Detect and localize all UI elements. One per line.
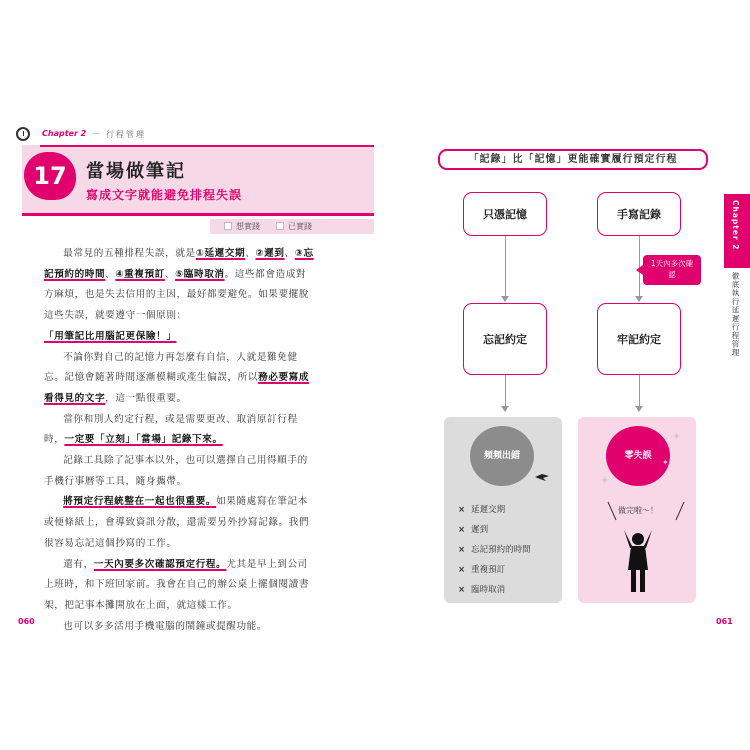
sparkle-icon: ✦: [600, 474, 610, 487]
text-run: 還有，: [63, 558, 94, 570]
failure-reason-item: [458, 523, 488, 535]
text-run: 不論你對自己的記憶力再怎麼有自信，人就是難免健忘。記憶會隨著時間逐漸模糊或產生偏誤，所以: [44, 351, 298, 384]
text-run: 。這些都會造成對方麻煩，也是失去信用的主因，最好都要避免。如果要擺脫這些失誤，就要遵守一個原則：: [44, 268, 310, 322]
flow-box-forget: 忘記約定: [463, 303, 547, 375]
emphasized-text: ①延遲交期: [195, 248, 246, 259]
failure-reason-label: 遲到: [471, 525, 489, 535]
sparkle-icon: ✦: [662, 458, 669, 467]
body-paragraph: [44, 451, 314, 492]
failure-reason-label: 延遲交期: [471, 505, 506, 515]
failure-reason-item: [458, 583, 505, 595]
failure-reason-item: [458, 563, 505, 575]
diagram-banner: 「記錄」比「記憶」更能確實履行預定行程: [438, 149, 708, 170]
text-run: 也可以多多活用手機電腦的鬧鐘或提醒功能。: [63, 620, 268, 632]
zero-error-cloud: 零失誤: [606, 426, 670, 486]
body-paragraph: [44, 555, 314, 617]
emphasized-text: ④重複預訂: [115, 268, 165, 280]
chapter-side-topic: 徹底執行延遲行程管理: [731, 272, 740, 357]
emphasized-text: ③忘記預約的時間: [44, 248, 314, 280]
emphasized-text: 務必要寫成看得見的文字: [44, 372, 310, 404]
emphasized-text: ②遲到: [255, 248, 285, 259]
arrow-down-icon: [501, 406, 509, 412]
clock-icon: [16, 127, 30, 141]
text-run: ，這一點很重要。: [105, 392, 187, 404]
body-text: [44, 244, 314, 637]
body-paragraph: [44, 244, 314, 348]
flow-line: [505, 375, 506, 407]
flow-line: [505, 236, 506, 297]
chapter-label: Chapter 2: [42, 129, 87, 138]
body-paragraph: [44, 617, 314, 638]
done-practice-checkbox[interactable]: [276, 222, 284, 230]
page-title: 當場做筆記: [86, 161, 186, 182]
cross-icon: ×: [458, 525, 466, 535]
page-number-left: 060: [18, 617, 35, 626]
flow-box-handwritten: 手寫記錄: [597, 192, 681, 236]
finished-shout: 做完啦～！: [618, 506, 658, 515]
text-run: 當你和別人約定行程，或是需要更改、取消原訂行程時，: [44, 413, 298, 446]
bird-icon: [534, 472, 550, 482]
text-run: 、: [105, 268, 116, 280]
page-subtitle: 寫成文字就能避免排程失誤: [86, 188, 243, 202]
arrow-down-icon: [635, 296, 643, 302]
practice-checkboxes: [210, 219, 374, 234]
failure-reason-label: 忘記預約的時間: [471, 545, 531, 555]
section-number-badge: 17: [24, 152, 76, 200]
flow-box-remember: 牢記約定: [597, 303, 681, 375]
failure-reason-item: [458, 543, 531, 555]
body-paragraph: [44, 348, 314, 410]
text-run: 記錄工具除了記事本以外，也可以選擇自己用得順手的手機行事曆等工具，隨身攜帶。: [44, 455, 308, 487]
flow-box-memory-only: 只憑記憶: [463, 192, 547, 236]
arrow-down-icon: [635, 406, 643, 412]
cross-icon: ×: [458, 585, 466, 595]
cross-icon: ×: [458, 545, 466, 555]
want-practice-checkbox[interactable]: [224, 222, 232, 230]
emphasized-text: ⑤臨時取消: [175, 268, 225, 280]
text-run: 尤其是早上到公司上班時，和下班回家前。我會在自己的辦公桌上擺個閱讀書架，把記事本攤開放在上面，就這樣工作。: [44, 558, 310, 611]
emphasized-text: 「用筆記比用腦記更保險！」: [44, 330, 177, 342]
frequent-error-cloud: 頻頻出錯: [470, 426, 534, 486]
text-run: 如果隨處寫在筆記本或便條紙上，會導致資訊分散，還需要另外抄寫記錄。我們很容易忘記這個抄寫的工作。: [44, 496, 310, 549]
want-practice-label: 想實踐: [236, 222, 260, 231]
text-run: 最常見的五種排程失誤，就是: [63, 248, 196, 259]
text-run: 、: [245, 248, 256, 259]
confirm-note-callout: 1天內多次確認: [643, 255, 701, 285]
failure-reason-label: 重複預訂: [471, 565, 506, 575]
emphasized-text: 一定要「立刻」「當場」記錄下來。: [64, 434, 223, 446]
emphasized-text: 一天內要多次確認預定行程。: [93, 558, 227, 570]
body-paragraph: [44, 410, 314, 451]
emphasized-text: 將預定行程統整在一起也很重要。: [63, 496, 217, 508]
flow-line: [639, 375, 640, 407]
title-top-rule: [40, 145, 374, 147]
arrow-down-icon: [501, 296, 509, 302]
cross-icon: ×: [458, 565, 466, 575]
chapter-dash: —: [92, 129, 100, 138]
cheering-person-icon: [620, 530, 656, 594]
cross-icon: ×: [458, 505, 466, 515]
chapter-side-tab-label: Chapter 2: [731, 200, 740, 251]
failure-reason-item: [458, 503, 505, 515]
chapter-topic: 行程管理: [106, 130, 146, 139]
page-number-right: 061: [716, 617, 733, 626]
text-run: 、: [284, 248, 295, 259]
sparkle-icon: ✦: [672, 430, 682, 443]
failure-reason-label: 臨時取消: [471, 585, 506, 595]
done-practice-label: 已實踐: [288, 222, 312, 231]
text-run: 、: [164, 268, 176, 280]
body-paragraph: [44, 492, 314, 554]
